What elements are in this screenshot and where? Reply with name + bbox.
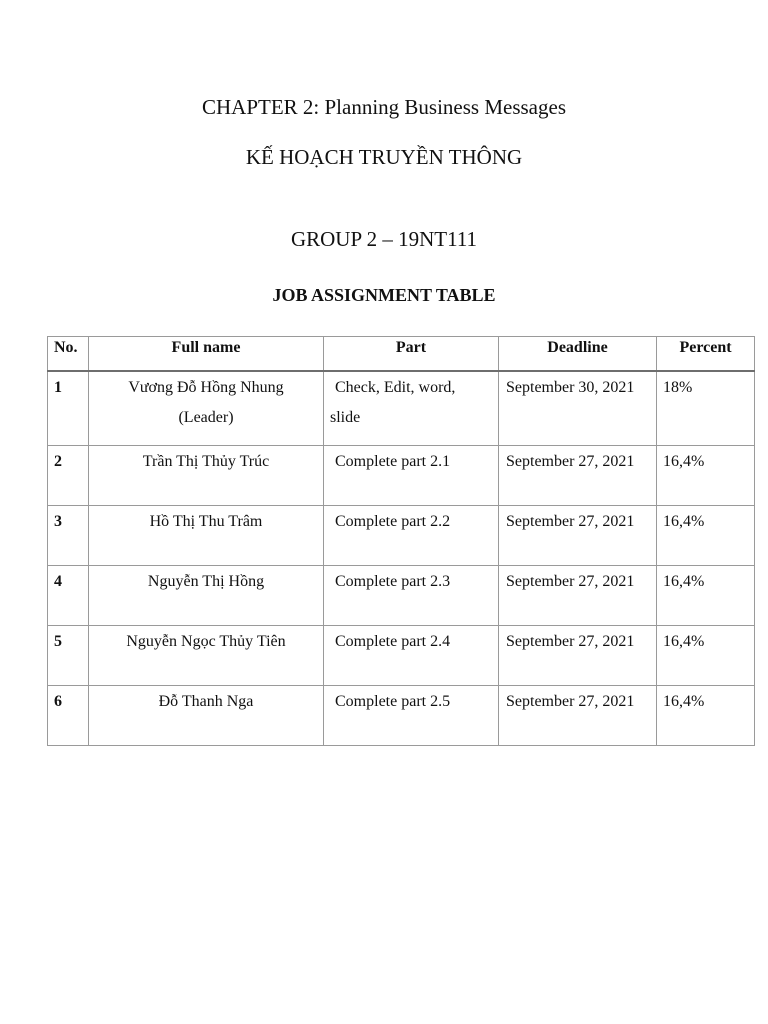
- percent: 16,4%: [657, 506, 755, 566]
- percent: 16,4%: [657, 686, 755, 746]
- member-name: Đỗ Thanh Nga: [89, 686, 324, 746]
- assigned-part: Complete part 2.1: [324, 446, 499, 506]
- assigned-part: [324, 371, 499, 446]
- assigned-part: Complete part 2.3: [324, 566, 499, 626]
- member-name: Hồ Thị Thu Trâm: [89, 506, 324, 566]
- table-row: [48, 686, 755, 746]
- assigned-part: Complete part 2.4: [324, 626, 499, 686]
- percent: 16,4%: [657, 626, 755, 686]
- assigned-part-text: Check, Edit, word,: [335, 379, 456, 396]
- job-assignment-table: [47, 336, 755, 746]
- assigned-part-continued: slide: [330, 409, 361, 426]
- row-number: 3: [48, 506, 89, 566]
- row-number: 2: [48, 446, 89, 506]
- header-deadline: Deadline: [499, 337, 657, 372]
- deadline: September 30, 2021: [499, 371, 657, 446]
- table-header-row: [48, 337, 755, 372]
- deadline: September 27, 2021: [499, 686, 657, 746]
- percent: 18%: [657, 371, 755, 446]
- member-name-text: Vương Đỗ Hồng Nhung: [128, 379, 284, 396]
- member-role-note: (Leader): [178, 409, 234, 426]
- header-part: Part: [324, 337, 499, 372]
- group-title: GROUP 2 – 19NT111: [290, 227, 478, 251]
- chapter-title: CHAPTER 2: Planning Business Messages: [201, 95, 566, 119]
- header-full-name: Full name: [89, 337, 324, 372]
- row-number: 5: [48, 626, 89, 686]
- table-row: [48, 446, 755, 506]
- table-row: [48, 506, 755, 566]
- table-title: JOB ASSIGNMENT TABLE: [272, 285, 496, 305]
- member-name: Nguyễn Thị Hồng: [89, 566, 324, 626]
- member-name: Nguyễn Ngọc Thủy Tiên: [89, 626, 324, 686]
- assigned-part: Complete part 2.5: [324, 686, 499, 746]
- table-row: [48, 566, 755, 626]
- deadline: September 27, 2021: [499, 626, 657, 686]
- plan-title: KẾ HOẠCH TRUYỀN THÔNG: [245, 145, 523, 169]
- table-row: [48, 371, 755, 446]
- deadline: September 27, 2021: [499, 566, 657, 626]
- table-row: [48, 626, 755, 686]
- assigned-part: Complete part 2.2: [324, 506, 499, 566]
- deadline: September 27, 2021: [499, 446, 657, 506]
- percent: 16,4%: [657, 446, 755, 506]
- member-name: Trần Thị Thủy Trúc: [89, 446, 324, 506]
- row-number: 6: [48, 686, 89, 746]
- percent: 16,4%: [657, 566, 755, 626]
- row-number: 4: [48, 566, 89, 626]
- header-no: No.: [48, 337, 89, 372]
- member-name: [89, 371, 324, 446]
- header-percent: Percent: [657, 337, 755, 372]
- deadline: September 27, 2021: [499, 506, 657, 566]
- row-number: 1: [48, 371, 89, 446]
